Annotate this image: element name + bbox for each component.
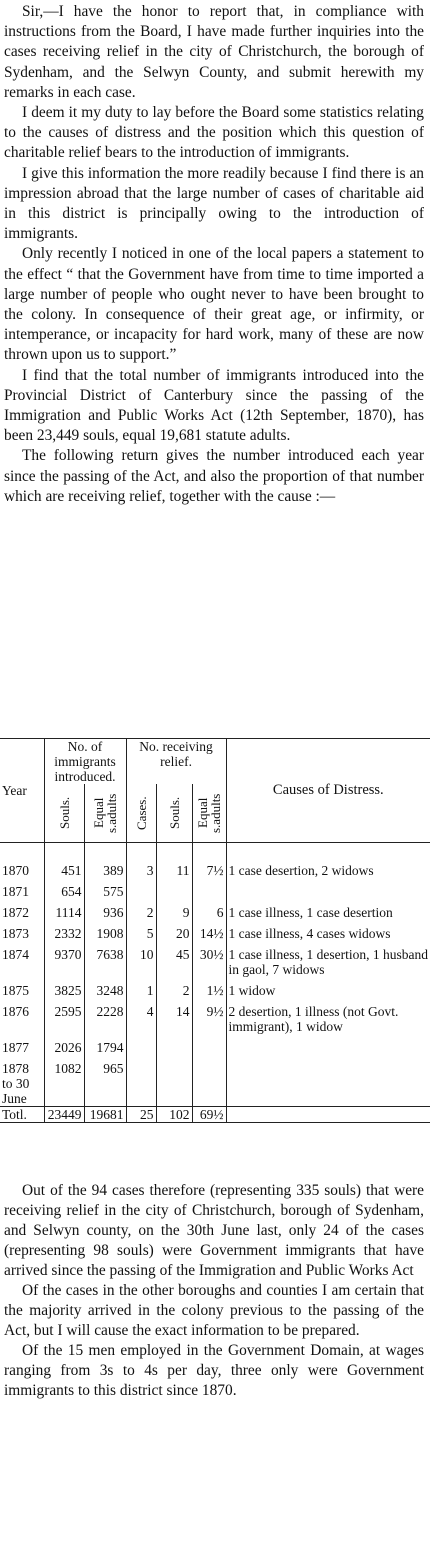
total-relief-equal: 69½ bbox=[192, 1107, 226, 1123]
table-row bbox=[0, 878, 430, 899]
row-cases bbox=[126, 878, 156, 899]
year-header: Year bbox=[0, 739, 44, 843]
row-souls: 1114 bbox=[44, 899, 84, 920]
row-cause: 1 case illness, 1 desertion, 1 husband in gaol, 7 widows bbox=[226, 941, 430, 977]
souls-column-header: Souls. bbox=[44, 784, 84, 843]
row-equal: 1908 bbox=[84, 920, 126, 941]
row-souls: 1082 bbox=[44, 1055, 84, 1107]
row-cause bbox=[226, 878, 430, 899]
row-relief-souls bbox=[156, 1055, 192, 1107]
row-equal: 3248 bbox=[84, 977, 126, 998]
paragraph: Only recently I noticed in one of the local papers a statement to the effect “ that the Government have from time to time imported a large number of people who ought never to have been brought to the colony. In consequence of their great age, or infirmity, or intemperance, or incapacity for hard work, many of these are now thrown upon us to support.” bbox=[4, 245, 424, 364]
row-souls: 2026 bbox=[44, 1034, 84, 1055]
row-cases: 3 bbox=[126, 843, 156, 879]
row-relief-equal: 7½ bbox=[192, 843, 226, 879]
row-relief-souls: 20 bbox=[156, 920, 192, 941]
row-year: 1871 bbox=[2, 884, 29, 899]
introduced-header: No. of immigrants introduced. bbox=[44, 739, 126, 785]
row-equal: 936 bbox=[84, 899, 126, 920]
row-cases bbox=[126, 1034, 156, 1055]
total-equal: 19681 bbox=[84, 1107, 126, 1123]
row-souls: 9370 bbox=[44, 941, 84, 977]
paragraph: Sir,—I have the honor to report that, in compliance with instructions from the Board, I have made further inquiries into the cases receiving relief in the city of Christchurch, the borough of Sydenham, and the Selwyn County, and submit herewith my remarks in each case. bbox=[4, 3, 424, 101]
row-cases: 1 bbox=[126, 977, 156, 998]
row-cases bbox=[126, 1055, 156, 1107]
row-souls: 654 bbox=[44, 878, 84, 899]
paragraph: Out of the 94 cases therefore (representing 335 souls) that were receiving relief in the city of Christchurch, borough of Sydenham, and Selwyn county, on the 30th June last, only 24 of the cases (representing 98 souls) were Government immigrants that have arrived since the passing of the Immigration and Public Works Act bbox=[4, 1182, 424, 1279]
table-row bbox=[0, 998, 430, 1034]
immigration-return-table bbox=[0, 738, 430, 1123]
row-cases: 2 bbox=[126, 899, 156, 920]
paragraph: I give this information the more readily because I find there is an impression abroad that the large number of cases of charitable aid in this district is principally owing to the introduction of immigrants. bbox=[4, 164, 424, 243]
row-cases: 4 bbox=[126, 998, 156, 1034]
table-row bbox=[0, 941, 430, 977]
row-relief-souls: 2 bbox=[156, 977, 192, 998]
closing-text bbox=[4, 1181, 424, 1401]
row-relief-equal: 14½ bbox=[192, 920, 226, 941]
paragraph: Of the cases in the other boroughs and counties I am certain that the majority arrived in the colony previous to the passing of the Act, but I will cause the exact information to be prepared. bbox=[4, 1282, 424, 1339]
table-row bbox=[0, 920, 430, 941]
row-relief-equal: 1½ bbox=[192, 977, 226, 998]
row-year: 1878 to 30 June bbox=[2, 1061, 30, 1106]
row-equal: 1794 bbox=[84, 1034, 126, 1055]
report-text bbox=[4, 2, 424, 507]
row-equal: 389 bbox=[84, 843, 126, 879]
row-cases: 10 bbox=[126, 941, 156, 977]
row-year: 1876 bbox=[2, 1004, 29, 1019]
relief-souls-column-header: Souls. bbox=[156, 784, 192, 843]
row-relief-souls: 11 bbox=[156, 843, 192, 879]
row-cause: 1 case illness, 1 case desertion bbox=[226, 899, 430, 920]
row-cases: 5 bbox=[126, 920, 156, 941]
table-row bbox=[0, 843, 430, 879]
table-row bbox=[0, 977, 430, 998]
table-row bbox=[0, 1055, 430, 1107]
total-souls: 23449 bbox=[44, 1107, 84, 1123]
row-year: 1875 bbox=[2, 983, 29, 998]
row-equal: 575 bbox=[84, 878, 126, 899]
paragraph: I deem it my duty to lay before the Board some statistics relating to the causes of distress and the position which this question of charitable relief bears to the introduction of immigrants. bbox=[4, 104, 424, 162]
row-year: 1874 bbox=[2, 947, 29, 962]
row-equal: 7638 bbox=[84, 941, 126, 977]
paragraph: I find that the total number of immigrants introduced into the Provincial District of Canterbury since the passing of the Immigration and Public Works Act (12th September, 1870), has been 23,449 souls, equal 19,681 statute adults. bbox=[4, 366, 424, 445]
table-row bbox=[0, 899, 430, 920]
row-relief-souls bbox=[156, 878, 192, 899]
row-souls: 451 bbox=[44, 843, 84, 879]
paragraph: The following return gives the number introduced each year since the passing of the Act, and also the proportion of that number which are receiving relief, together with the cause :— bbox=[4, 447, 424, 505]
row-relief-equal: 30½ bbox=[192, 941, 226, 977]
row-relief-souls: 45 bbox=[156, 941, 192, 977]
total-cases: 25 bbox=[126, 1107, 156, 1123]
relief-equal-adults-column-header: Equal s.adults bbox=[192, 784, 226, 843]
row-relief-equal: 9½ bbox=[192, 998, 226, 1034]
row-cause bbox=[226, 1034, 430, 1055]
relief-header: No. receiving relief. bbox=[126, 739, 226, 785]
causes-header: Causes of Distress. bbox=[226, 739, 430, 843]
row-year: 1873 bbox=[2, 926, 29, 941]
row-souls: 2332 bbox=[44, 920, 84, 941]
row-equal: 965 bbox=[84, 1055, 126, 1107]
row-relief-souls bbox=[156, 1034, 192, 1055]
row-cause: 1 widow bbox=[226, 977, 430, 998]
row-equal: 2228 bbox=[84, 998, 126, 1034]
row-souls: 2595 bbox=[44, 998, 84, 1034]
row-relief-equal bbox=[192, 878, 226, 899]
row-relief-equal bbox=[192, 1034, 226, 1055]
row-cause: 1 case illness, 4 cases widows bbox=[226, 920, 430, 941]
row-year: 1872 bbox=[2, 905, 29, 920]
row-relief-souls: 14 bbox=[156, 998, 192, 1034]
row-relief-equal: 6 bbox=[192, 899, 226, 920]
table-row bbox=[0, 1034, 430, 1055]
equal-adults-column-header: Equal s.adults bbox=[84, 784, 126, 843]
total-cause bbox=[226, 1107, 430, 1123]
row-cause: 2 desertion, 1 illness (not Govt. immigrant), 1 widow bbox=[226, 998, 430, 1034]
row-cause bbox=[226, 1055, 430, 1107]
row-souls: 3825 bbox=[44, 977, 84, 998]
row-cause: 1 case desertion, 2 widows bbox=[226, 843, 430, 879]
row-relief-equal bbox=[192, 1055, 226, 1107]
cases-column-header: Cases. bbox=[126, 784, 156, 843]
total-relief-souls: 102 bbox=[156, 1107, 192, 1123]
row-relief-souls: 9 bbox=[156, 899, 192, 920]
paragraph: Of the 15 men employed in the Government Domain, at wages ranging from 3s to 4s per day, three only were Government immigrants to this district since 1870. bbox=[4, 1342, 424, 1399]
row-year: 1877 bbox=[2, 1040, 29, 1055]
row-year: 1870 bbox=[2, 863, 29, 878]
total-label: Totl. bbox=[2, 1107, 27, 1122]
